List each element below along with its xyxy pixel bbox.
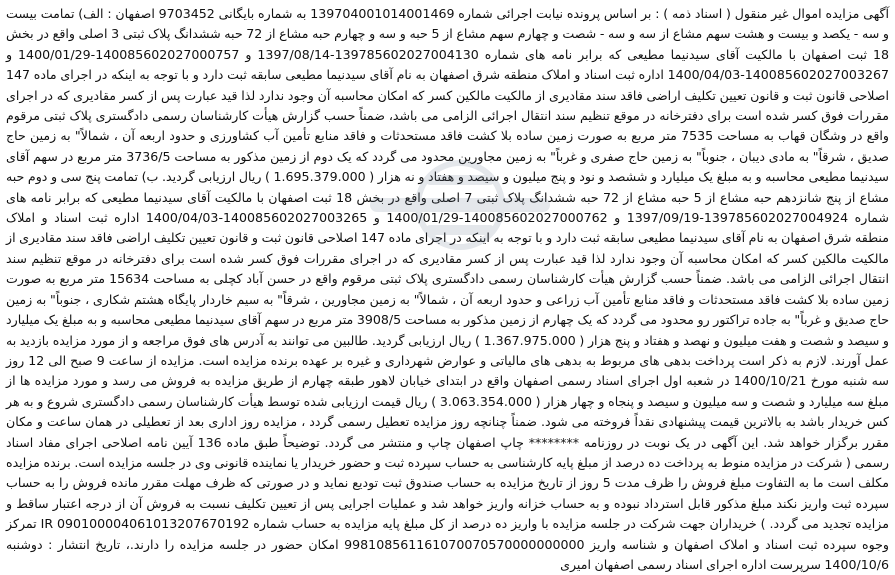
auction-notice-text: آگهی مزایده اموال غیر منقول ( اسناد ذمه ) : بر اساس پرونده نیابت اجرائی شماره 139704001014001469 به شماره بایگانی 9703452 اصفهان : الف) تمامت بیست و سه - یکصد و بیست و هشت سهم مشاع از سه و سه - شصت و چهارم سهم مشاع از 5 حبه و سه و چهارم حبه مشاع از 72 حبه ششدانگ پلاک ثبتی 3 اصلی واقع در بخش 18 ثبت اصفهان با مالکیت آقای سیدنیما مطیعی که برابر نامه های شماره 139785602027004130-1397/08/14 و 140085602027000757-1400/01/29 و 140085602027003267-1400/04/03 اداره ثبت اسناد و املاک منطقه شرق اصفهان به نام آقای سیدنیما مطیعی سابقه ثبت دارد و با توجه به اینکه در اجرای ماده 147 اصلاحی قانون ثبت و قانون تعیین تکلیف اراضی فاقد سند مقادیری از مالکیت مالکین کسر که امکان محاسبه آن وجود ندارد لذا قید عبارت پس از کسر مقادیری که در اجرای مقررات فوق کسر شده است برای دفترخانه در موقع تنظیم سند انتقال اجرائی الزامی می باشد، ضمناً حسب گزارش هیأت کارشناسان رسمی دادگستری پلاک ثبتی مرقوم واقع در وشگان قهاب به مساحت 7535 متر مربع به صورت زمین ساده بلا کشت فاقد مستحدثات و فاقد منابع تأمین آب کشاورزی و حدود اربعه آن ، شمالاً" به زمین حاج صدیق ، شرقاً" به مادی دیبان ، جنوباً" به زمین حاج صفری و غرباً" به زمین مجاورین محدود می گردد که یک دوم از زمین مذکور به مساحت 3736/5 متر مربع در سهم آقای سیدنیما مطیعی محاسبه و به مبلغ یک میلیارد و ششصد و نود و پنج میلیون و سیصد و هفتاد و نه هزار ( 1.695.379.000 ) ریال ارزیابی گردید. ب) تمامت پنج سی و دوم حبه مشاع از پنج شانزدهم حبه مشاع از 5 حبه مشاع از 72 حبه ششدانگ پلاک ثبتی 7 اصلی واقع در بخش 18 ثبت اصفهان با مالکیت آقای سیدنیما مطیعی که برابر نامه های شماره 139785602027004924-1397/09/19 و 140085602027000762-1400/01/29 و 140085602027003265-1400/04/03 اداره ثبت اسناد و املاک منطقه شرق اصفهان به نام آقای سیدنیما مطیعی سابقه ثبت دارد و با توجه به اینکه در اجرای ماده 147 اصلاحی قانون ثبت و قانون تعیین تکلیف اراضی فاقد سند مقادیری از مالکیت مالکین کسر که امکان محاسبه آن وجود ندارد لذا قید عبارت پس از کسر مقادیری که در اجرای مقررات فوق کسر شده است برای دفترخانه در موقع تنظیم سند انتقال اجرائی الزامی می باشد. ضمناً حسب گزارش هیأت کارشناسان رسمی دادگستری پلاک ثبتی مرقوم واقع در حسن آباد کچلی به مساحت 15634 متر مربع به صورت زمین ساده بلا کشت فاقد مستحدثات و فاقد منابع تأمین آب زراعی و حدود اربعه آن ، شمالاً" به زمین مجاورین ، شرقاً" به سیم خاردار پایگاه هشتم شکاری ، جنوباً" به زمین حاج صدیق و غرباً" به جاده تراکتور رو محدود می گردد که یک چهارم از زمین مذکور به مساحت 3908/5 متر مربع در سهم آقای سیدنیما مطیعی محاسبه و به مبلغ یک میلیارد و سیصد و شصت و هفت میلیون و نهصد و هفتاد و پنج هزار ( 1.367.975.000 ) ریال ارزیابی گردید. طالبین می توانند به آدرس های فوق مراجعه و از مورد مزایده بازدید به عمل آورند. لازم به ذکر است پرداخت بدهی های مربوط به بدهی های مالیاتی و عوارض شهرداری و غیره بر عهده برنده مزایده است. مزایده از ساعت 9 صبح الی 12 روز سه شنبه مورخ 1400/10/21 در شعبه اول اجرای اسناد رسمی اصفهان واقع در ابتدای خیابان لاهور طبقه چهارم از طریق مزایده به فروش می رسد و مورد مزایده ها از مبلغ سه میلیارد و شصت و سه میلیون و سیصد و پنجاه و چهار هزار ( 3.063.354.000 ) ریال قیمت ارزیابی شده توسط هیأت کارشناسان رسمی دادگستری شروع و به هر کس خریدار باشد به بالاترین قیمت پیشنهادی نقداً فروخته می شود. ضمناً چنانچه روز مزایده تعطیل رسمی گردد ، مزایده روز اداری بعد از تعطیلی در همان ساعت و مکان مقرر برگزار خواهد شد. این آگهی در یک نوبت در روزنامه ******** چاپ اصفهان چاپ و منتشر می گردد. توضیحاً طبق ماده 136 آیین نامه اصلاحی اجرای مفاد اسناد رسمی ( شرکت در مزایده منوط به پرداخت ده درصد از مبلغ پایه کارشناسی به حساب سپرده ثبت و حضور خریدار یا نماینده قانونی وی در جلسه مزایده است. برنده مزایده مکلف است ما به التفاوت مبلغ فروش را ظرف مدت 5 روز از تاریخ مزایده به حساب صندوق ثبت تودیع نماید و در صورتی که ظرف مهلت مقرر مانده فروش را به حساب سپرده ثبت واریز نکند مبلغ مذکور قابل استرداد نبوده و به حساب خزانه واریز خواهد شد و عملیات اجرایی پس از تعیین تکلیف نسبت به فروش آن از درجه اعتبار ساقط و مزایده تجدید می گردد. ) خریداران جهت شرکت در جلسه مزایده با واریز ده درصد از کل مبلغ پایه مزایده به حساب شماره IR 090100004061013207670192 تمرکز وجوه سپرده ثبت اسناد و املاک اصفهان و شناسه واریز 998108561161070070570000000000 امکان حضور در جلسه مزایده را دارند.، تاریخ انتشار : دوشنبه 1400/10/6 سرپرست اداره اجرای اسناد رسمی اصفهان امیری xyxy=(6,6,890,572)
